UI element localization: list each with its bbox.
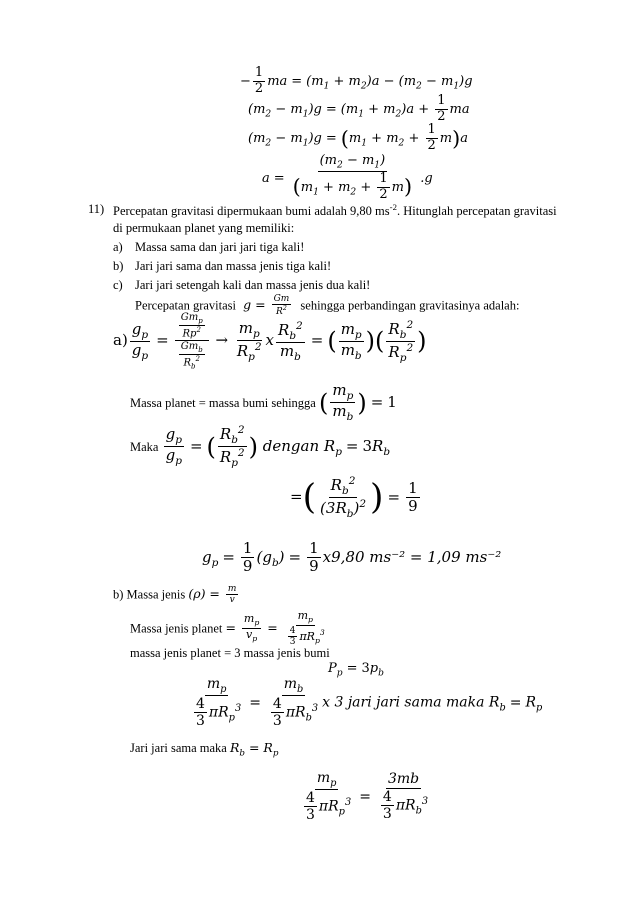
ratio-nine: =( $\frac{R_b^2}{(3R_b)^2}$ ) = $\frac{1}{9}$ (290, 475, 418, 521)
final-density-equation: $m_p$ $\frac{4}{3}$ $\pi R_p^3$ = 3mb $\frac{4}{3}$ $\pi R_b^3$ (306, 770, 429, 824)
gp-result: $g_p$ = $\frac{1}{9}$ $(g_b)$ = $\frac{1}{9}$ x9,80 ms⁻² = 1,09 ms⁻² (202, 539, 502, 576)
problem-statement-line-1: Percepatan gravitasi dipermukaan bumi adalah 9,80 $ms^{-2}$. Hitunglah percepatan gravitasi (113, 202, 557, 219)
problem-statement-line-2: di permukaan planet yang memiliki: (113, 221, 295, 235)
option-a-label: a) (113, 240, 123, 254)
derivation-line-4: a = $(m_2 - m_1)$ ($m_1 + m_2$ + $\frac{1}{2}$ m) .g (262, 153, 433, 202)
gravity-formula-line: Percepatan gravitasi g = $\frac{Gm}{R^2}$ sehingga perbandingan gravitasinya adalah: (135, 294, 520, 318)
problem-number: 11) (88, 202, 105, 216)
option-a-text: Massa sama dan jari jari tiga kali! (135, 240, 305, 254)
density-relation: massa jenis planet = 3 massa jenis bumi (130, 646, 330, 660)
option-b-label: b) (113, 259, 124, 273)
part-a-ratio: a) $\frac{g_p}{g_p}$ = $\frac{\frac{Gm_p}{Rp^2}}{\frac{Gm_b}{R_b^2}}$ → $\frac{m_p}{R_p^2}$ x $\frac{R_b^2}{m_b}$ = ( $\frac{m_p}{m_b}$ )( $\frac{R_b^2}{R_p^2}$ ) (113, 312, 427, 371)
option-c-label: c) (113, 278, 123, 292)
option-c-text: Jari jari setengah kali dan massa jenis dua kali! (135, 278, 371, 292)
mass-equal-line: Massa planet = massa bumi sehingga ( $\frac{m_p}{m_b}$ ) = 1 (130, 381, 397, 424)
derivation-line-1: − $\frac{1}{2}$ ma = $(m_1 + m_2)a - (m_2 - m_1)g$ (240, 65, 473, 96)
derivation-line-3: $(m_2 - m_1)g = (m_1 + m_2$ + $\frac{1}{2}$ m)a (248, 122, 468, 153)
maka-line: Maka $\frac{g_p}{g_p}$ = ( $\frac{R_b^2}{R_p^2}$ ) dengan $R_p = 3R_b$ (130, 424, 391, 470)
density-ratio-equation: $m_p$ $\frac{4}{3}$ $\pi R_p^3$ = $m_b$ $\frac{4}{3}$ $\pi R_b^3$ x 3 jari jari sama maka $R_b = R_p$ (196, 676, 543, 730)
option-b-text: Jari jari sama dan massa jenis tiga kali! (135, 259, 332, 273)
density-rho-eq: $P_p = 3p_b$ (328, 661, 384, 679)
planet-density-line: Massa jenis planet = $\frac{m_p}{v_p}$ = $m_p$ $\frac{4}{3}$ $\pi R_p^3$ (130, 609, 325, 648)
same-radius-line: Jari jari sama maka $R_b = R_p$ (130, 740, 279, 759)
part-b-density: b) Massa jenis (ρ) = $\frac{m}{v}$ (113, 584, 237, 606)
derivation-line-2: $(m_2 - m_1)g = (m_1 + m_2)a$ + $\frac{1}{2}$ ma (248, 93, 470, 124)
